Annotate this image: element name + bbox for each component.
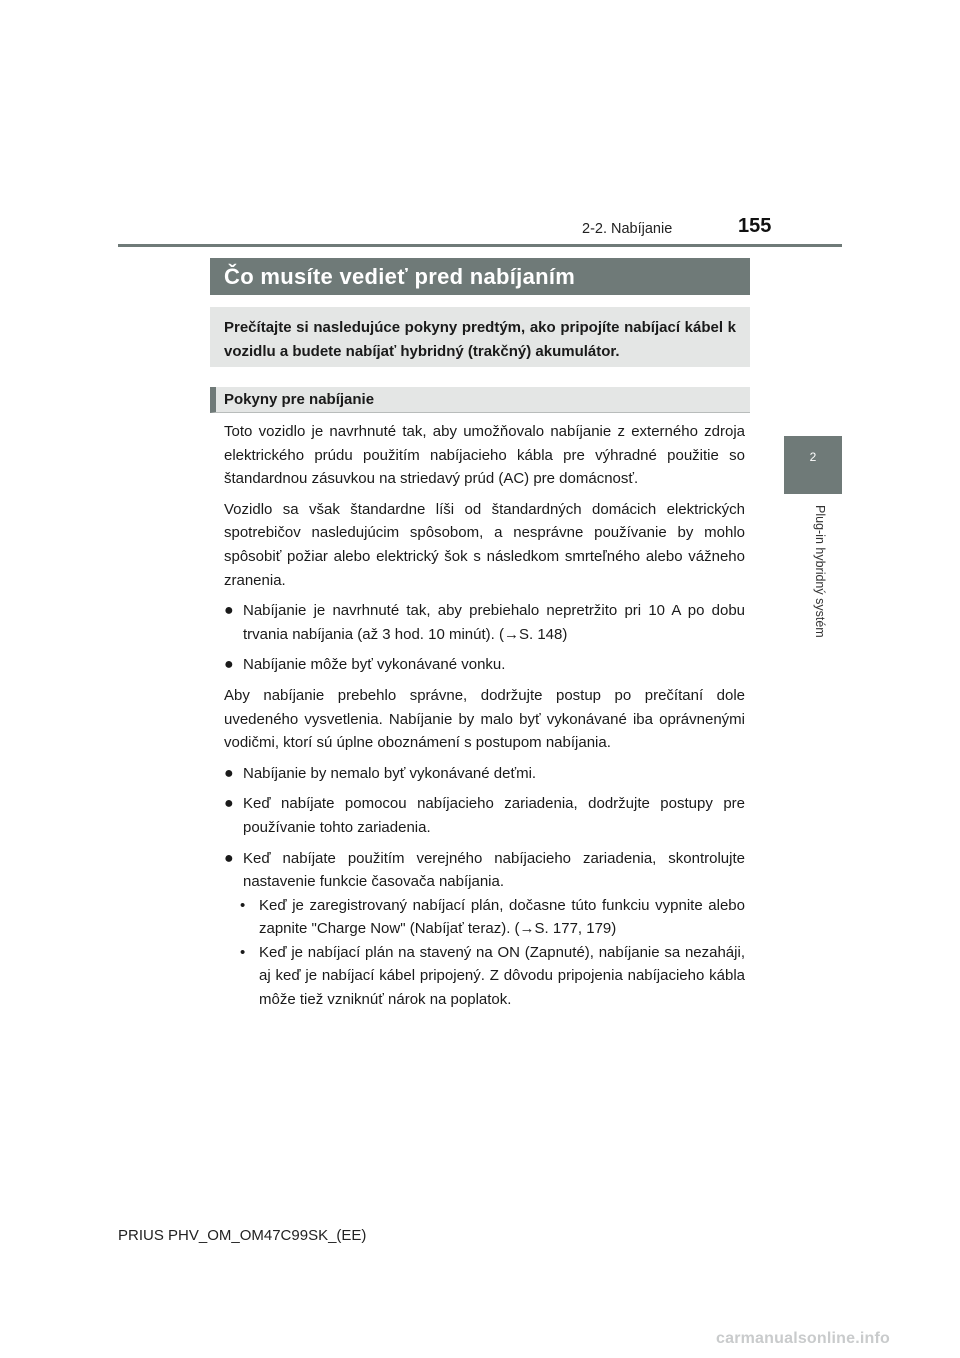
chapter-tab: [784, 436, 842, 494]
page-number: 155: [738, 215, 772, 237]
bullet-dot-icon: ●: [224, 849, 234, 867]
intro-text: Prečítajte si nasledujúce pokyny predtým, ako pripojíte nabíjací kábel k vozidlu a budete nabíjať hybridný (trakčný) akumulátor.: [224, 319, 736, 360]
bullet-item: [224, 792, 745, 839]
page-title: Čo musíte vedieť pred nabíjaním: [224, 264, 576, 289]
bullet-text: Keď nabíjate pomocou nabíjacieho zariadenia, dodržujte postupy pre používanie tohto zariadenia.: [243, 795, 745, 836]
sub-bullet-text: Keď je nabíjací plán na stavený na ON (Zapnuté), nabíjanie sa nezaháji, aj keď je nabíjací kábel pripojený. Z dôvodu pripojenia nabíjacieho kábla môže tiež vzniknúť nárok na poplatok.: [259, 943, 745, 1009]
bullet-text: Keď nabíjate použitím verejného nabíjacieho zariadenia, skontrolujte nastavenie funkcie časovača nabíjania.: [243, 849, 745, 891]
paragraph: Toto vozidlo je navrhnuté tak, aby umožňovalo nabíjanie z externého zdroja elektrického prúdu použitím nabíjacieho kábla pre výhradné použitie so štandardnou zásuvkou na striedavý prúd (AC) pre domácnosť.: [224, 423, 745, 488]
bullet-dot-icon: ●: [224, 795, 234, 813]
page-header: [0, 0, 960, 250]
bullet-item: [224, 847, 745, 894]
paragraph: Aby nabíjanie prebehlo správne, dodržujte postup po prečítaní dole uvedeného vysvetlenia. Nabíjanie by malo byť vykonávané iba oprávnenými vodičmi, ktorí sú úplne oboznámení s postupom nabíjania.: [224, 686, 745, 752]
watermark: carmanualsonline.info: [716, 1330, 891, 1347]
sub-bullet-dot-icon: •: [240, 943, 246, 961]
page-title-bar: [210, 258, 750, 295]
bullet-item: [224, 599, 745, 646]
subheading-bar: [210, 387, 750, 413]
chapter-number: 2: [809, 450, 817, 464]
bullet-text: Nabíjanie je navrhnuté tak, aby prebiehalo nepretržito pri 10 A po dobu trvania nabíjania (až 3 hod. 10 minút). (→S. 148): [243, 602, 745, 643]
bullet-item: [224, 762, 745, 786]
bullet-dot-icon: ●: [224, 656, 234, 674]
sub-bullet-item: [224, 894, 745, 941]
bullet-text: Nabíjanie by nemalo byť vykonávané deťmi.: [243, 764, 537, 782]
sub-bullet-list: [224, 894, 745, 1012]
body-text: [224, 420, 745, 1012]
bullet-dot-icon: ●: [224, 602, 234, 620]
paragraph: Vozidlo sa však štandardne líši od štandardných domácich elektrických spotrebičov nasledujúcim spôsobom, a nesprávne používanie by mohlo spôsobiť požiar alebo elektrický šok s následkom smrteľného alebo vážneho zranenia.: [224, 500, 745, 589]
chapter-title: Plug-in hybridný systém: [813, 505, 827, 638]
sub-bullet-text: Keď je zaregistrovaný nabíjací plán, dočasne túto funkciu vypnite alebo zapnite "Charge Now" (Nabíjať teraz). (→S. 177, 179): [259, 896, 745, 938]
sub-bullet-item: [224, 941, 745, 1012]
sub-bullet-dot-icon: •: [240, 896, 246, 914]
subheading: Pokyny pre nabíjanie: [224, 391, 375, 408]
intro-box: [210, 307, 750, 367]
header-rule: [118, 244, 842, 247]
bullet-text: Nabíjanie môže byť vykonávané vonku.: [243, 656, 506, 674]
section-label: 2-2. Nabíjanie: [582, 221, 673, 237]
bullet-item: [224, 653, 745, 677]
document-code: PRIUS PHV_OM_OM47C99SK_(EE): [118, 1227, 367, 1244]
bullet-dot-icon: ●: [224, 764, 234, 782]
